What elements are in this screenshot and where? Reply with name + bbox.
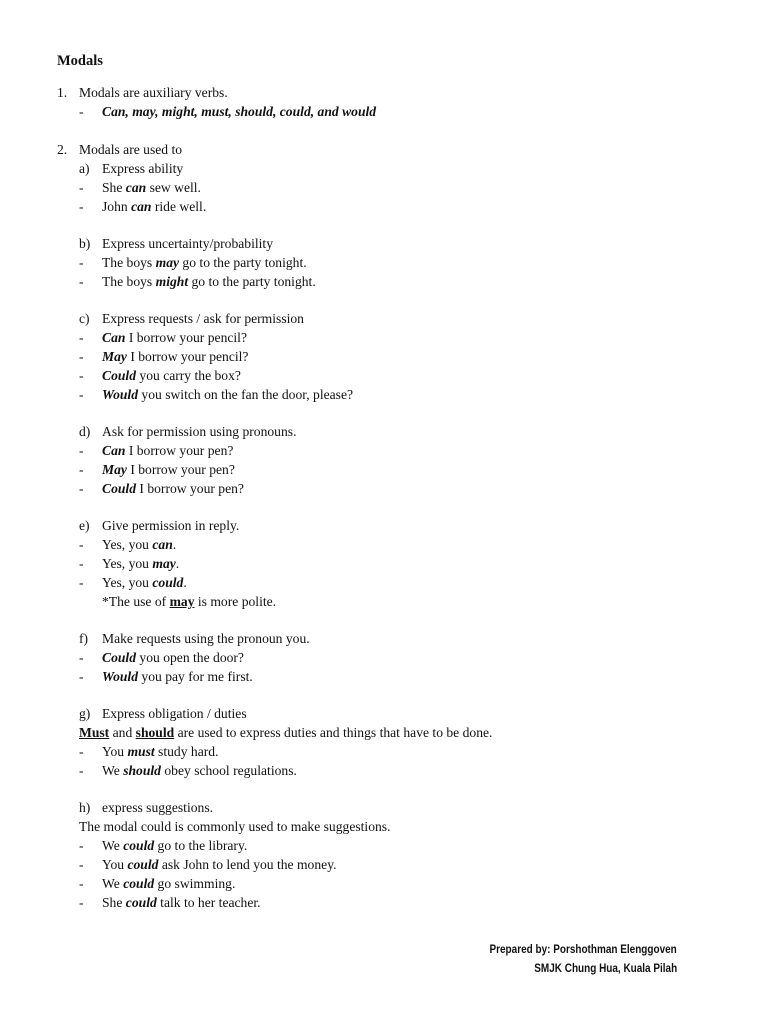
example-suffix: I borrow your pen?	[126, 462, 235, 477]
example-text	[102, 349, 248, 365]
modal-word: can	[131, 199, 152, 214]
example-text	[102, 330, 247, 346]
example-text	[102, 895, 261, 911]
example-prefix: Yes, you	[102, 556, 153, 571]
example-prefix: The boys	[102, 274, 156, 289]
section-heading-text: Express uncertainty/probability	[102, 236, 274, 251]
example-text	[102, 763, 297, 779]
school-name: SMJK Chung Hua, Kuala Pilah	[534, 962, 677, 975]
modal-word: Could	[102, 368, 136, 383]
dash-marker: -	[79, 537, 84, 552]
modal-word: Would	[102, 387, 139, 402]
modal-word: may	[169, 594, 195, 609]
example-prefix: The boys	[102, 255, 156, 270]
dash-marker: -	[79, 387, 84, 402]
example-suffix: study hard.	[154, 744, 219, 759]
item-number: 1.	[57, 85, 68, 100]
modal-word: Could	[102, 650, 136, 665]
example-suffix: ride well.	[151, 199, 207, 214]
modal-word: may	[152, 556, 176, 571]
modal-word: should	[135, 725, 175, 740]
modal-word: may	[155, 255, 180, 270]
example-text	[102, 274, 316, 290]
example-prefix: Yes, you	[102, 575, 153, 590]
example-text	[102, 575, 187, 591]
section-heading-text: Give permission in reply.	[102, 518, 240, 533]
example-prefix: We	[102, 876, 124, 891]
section-heading-text: Ask for permission using pronouns.	[102, 424, 297, 439]
dash-marker: -	[79, 462, 84, 477]
section-label: c)	[79, 311, 90, 326]
example-prefix: We	[102, 838, 124, 853]
example-suffix: .	[183, 575, 187, 590]
example-prefix: She	[102, 180, 126, 195]
example-text	[102, 387, 353, 403]
section-label: h)	[79, 800, 91, 815]
section-label: e)	[79, 518, 90, 533]
example-text	[102, 857, 337, 873]
example-prefix: John	[102, 199, 132, 214]
example-suffix: go swimming.	[154, 876, 236, 891]
example-text	[102, 876, 235, 892]
example-suffix: ask John to lend you the money.	[158, 857, 337, 872]
section-label: d)	[79, 424, 91, 439]
dash-marker: -	[79, 443, 84, 458]
section-heading-text: express suggestions.	[102, 800, 214, 815]
example-suffix: you carry the box?	[136, 368, 241, 383]
dash-marker: -	[79, 763, 84, 778]
section-label: a)	[79, 161, 90, 176]
example-text	[102, 368, 241, 384]
modal-word: can	[125, 180, 147, 195]
dash-marker: -	[79, 895, 84, 910]
example-text	[102, 199, 206, 215]
example-suffix: you switch on the fan the door, please?	[138, 387, 354, 402]
dash-marker: -	[79, 744, 84, 759]
dash-marker: -	[79, 199, 84, 214]
modal-word: Can	[102, 443, 126, 458]
dash-marker: -	[79, 368, 84, 383]
dash-marker: -	[79, 669, 84, 684]
section-heading-text: Express requests / ask for permission	[102, 311, 304, 326]
intro-segment: are used to express duties and things that have to be done.	[174, 725, 493, 740]
section-label: b)	[79, 236, 91, 251]
note-text	[102, 594, 276, 610]
intro-text: The modal could is commonly used to make suggestions.	[79, 819, 391, 834]
example-text	[102, 744, 218, 760]
example-suffix: go to the library.	[154, 838, 248, 853]
example-prefix: She	[102, 895, 126, 910]
example-suffix: go to the party tonight.	[179, 255, 307, 270]
section-heading-text: Express obligation / duties	[102, 706, 247, 721]
modal-word: could	[152, 575, 184, 590]
section-heading-text: Express ability	[102, 161, 184, 176]
dash-marker: -	[79, 255, 84, 270]
modal-word: Could	[102, 481, 136, 496]
modal-word: could	[123, 838, 155, 853]
dash-marker: -	[79, 650, 84, 665]
modal-word: Would	[102, 669, 139, 684]
dash-marker: -	[79, 481, 84, 496]
example-suffix: obey school regulations.	[160, 763, 297, 778]
modal-word: May	[102, 349, 127, 364]
modal-word: could	[127, 857, 159, 872]
modal-word: Can	[102, 330, 126, 345]
dash-marker: -	[79, 274, 84, 289]
example-text	[102, 180, 201, 196]
example-suffix: I borrow your pencil?	[126, 349, 249, 364]
example-prefix: You	[102, 744, 128, 759]
example-suffix: .	[175, 556, 180, 571]
page-title: Modals	[57, 53, 103, 69]
example-prefix: Yes, you	[102, 537, 153, 552]
note-prefix: *The use of	[102, 594, 170, 609]
example-text	[102, 443, 233, 459]
example-text	[102, 650, 244, 666]
example-suffix: I borrow your pencil?	[125, 330, 247, 345]
example-suffix: you pay for me first.	[138, 669, 253, 684]
example-text	[102, 838, 247, 854]
item-text: Modals are auxiliary verbs.	[79, 85, 228, 100]
example-text	[102, 556, 179, 572]
modal-word: might	[155, 274, 189, 289]
prepared-by: Prepared by: Porshothman Elenggoven	[489, 943, 677, 956]
modal-word: could	[125, 895, 157, 910]
dash-marker: -	[79, 857, 84, 872]
example-text	[102, 462, 235, 478]
intro-text	[79, 725, 492, 741]
modal-word: could	[123, 876, 155, 891]
dash-marker: -	[79, 180, 84, 195]
dash-marker: -	[79, 104, 84, 119]
example-suffix: I borrow your pen?	[136, 481, 244, 496]
dash-marker: -	[79, 556, 84, 571]
example-suffix: .	[172, 537, 177, 552]
modal-word: May	[102, 462, 127, 477]
example-suffix: talk to her teacher.	[156, 895, 261, 910]
example-suffix: I borrow your pen?	[125, 443, 234, 458]
example-suffix: you open the door?	[136, 650, 244, 665]
example-suffix: go to the party tonight.	[188, 274, 316, 289]
modal-word: must	[127, 744, 155, 759]
modal-word: Must	[79, 725, 110, 740]
dash-marker: -	[79, 575, 84, 590]
example-text	[102, 669, 253, 685]
example-text	[102, 255, 307, 271]
dash-marker: -	[79, 330, 84, 345]
modal-word: can	[152, 537, 173, 552]
dash-marker: -	[79, 838, 84, 853]
item-text: Modals are used to	[79, 142, 183, 157]
section-label: f)	[79, 631, 89, 646]
note-suffix: is more polite.	[194, 594, 277, 609]
example-text	[102, 537, 176, 553]
modal-list: Can, may, might, must, should, could, and would	[102, 104, 377, 119]
section-heading-text: Make requests using the pronoun you.	[102, 631, 310, 646]
example-prefix: We	[102, 763, 124, 778]
section-label: g)	[79, 706, 91, 721]
intro-segment: and	[109, 725, 136, 740]
example-suffix: sew well.	[146, 180, 201, 195]
dash-marker: -	[79, 876, 84, 891]
example-text	[102, 481, 244, 497]
item-number: 2.	[57, 142, 68, 157]
example-prefix: You	[102, 857, 128, 872]
modal-word: should	[123, 763, 161, 778]
dash-marker: -	[79, 349, 84, 364]
